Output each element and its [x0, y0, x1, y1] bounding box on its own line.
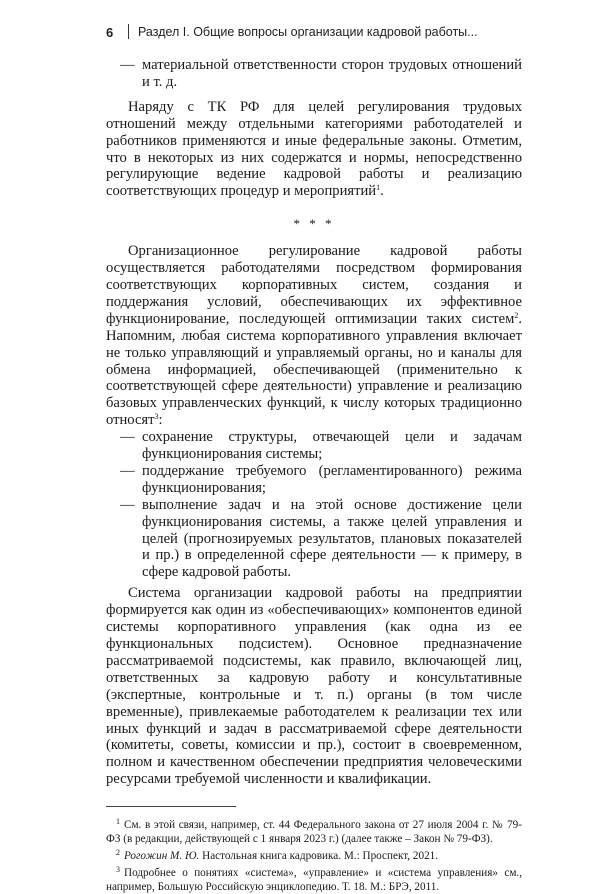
paragraph-text-a: Организационное регулирование кадровой работы осуществляется работодателями посредством формирования соответствующих корпоративных систем, создания и поддержания условий, обеспечивающих их эффективное функционирование, последующей оптимизации таких систем	[106, 243, 522, 327]
footnote-author: Рогожин М. Ю.	[124, 850, 200, 863]
paragraph-end: :	[158, 412, 163, 429]
functions-list	[106, 429, 522, 581]
dash-marker: —	[120, 496, 135, 513]
dash-marker: —	[120, 57, 135, 73]
paragraph-system	[106, 585, 522, 788]
footnote-ref-3: 3	[154, 412, 159, 422]
list-item-text: выполнение задач и на этой основе достижение цели функционирования системы, а также целей управления и целей (прогнозируемых результатов, плановых показателей и пр.) в определенной сфере деятельности — к примеру, в сфере кадровой работы.	[142, 496, 522, 581]
paragraph-text: Система организации кадровой работы на предприятии формируется как один из «обеспечивающих» компонентов единой системы корпоративного управления (как одна из ее функциональных подсистем). Основное предназначение рассматриваемой подсистемы, как правило, включающей лиц, ответственных за кадровую работу и консультативные (экспертные, контрольные и т. п.) органы (в том числе временные), привлекаемые работодателем к реализации тех или иных функций и задач в рассматриваемой сфере деятельности (комитеты, советы, комиссии и пр.), состоит в своевременном, полном и качественном обеспечении предприятия человеческими ресурсами требуемой численности и квалификации.	[106, 585, 522, 788]
dash-marker: —	[120, 462, 135, 479]
list-item-text: сохранение структуры, отвечающей цели и задачам функционирования системы;	[142, 429, 522, 463]
header-divider	[128, 24, 129, 39]
footnote-text: Подробнее о понятиях «система», «управление» и «система управления» см., например, Большую Российскую энциклопедию. Т. 18. М.: БРЭ, 2011.	[106, 867, 522, 894]
paragraph-end: .	[380, 183, 384, 200]
list-item	[106, 429, 522, 463]
footnote-text: См. в этой связи, например, ст. 44 Федерального закона от 27 июля 2004 г. № 79-ФЗ (в редакции, действующей с 1 января 2023 г.) (далее также – Закон № 79-ФЗ).	[106, 819, 522, 846]
section-separator: * * *	[293, 216, 335, 232]
footnote-mark: 3	[116, 865, 120, 875]
paragraph-text-b: . Напомним, любая система корпоративного управления включает не только управляющий и управляемый органы, но и каналы для обмена информацией, обеспечивающей (применительно к соответствующей сфере деятельности) управление и реализацию базовых управленческих функций, к числу которых традиционно относят	[106, 310, 522, 429]
list-item-text: поддержание требуемого (регламентированного) режима функционирования;	[142, 462, 522, 496]
paragraph-laws	[106, 99, 522, 200]
footnote-text: Настольная книга кадровика. М.: Проспект, 2021.	[202, 850, 439, 863]
page-number: 6	[106, 25, 114, 40]
footnote-2	[106, 846, 522, 863]
list-item-top	[106, 57, 522, 91]
footnotes	[106, 815, 522, 894]
footnote-ref-1: 1	[376, 183, 381, 193]
dash-marker: —	[120, 429, 135, 446]
footnote-mark: 1	[116, 817, 120, 827]
list-item	[106, 463, 522, 497]
list-item-text: материальной ответственности сторон трудовых отношений и т. д.	[142, 57, 522, 90]
paragraph-text: Наряду с ТК РФ для целей регулирования трудовых отношений между отдельными категориями работодателей и работников применяются и иные федеральные законы. Отметим, что в некоторых из них содержатся и нормы, непосредственно регулирующие ведение кадровой работы и реализацию соответствующих процедур и мероприятий	[106, 98, 522, 200]
footnote-mark: 2	[116, 848, 120, 858]
running-header	[106, 22, 526, 48]
footnote-rule	[106, 806, 236, 807]
paragraph-org-regulation	[106, 243, 522, 429]
main-text	[106, 57, 522, 894]
footnote-ref-2: 2	[514, 310, 519, 320]
footnote-1	[106, 815, 522, 846]
section-title: Раздел I. Общие вопросы организации кадровой работы...	[138, 25, 478, 39]
list-item	[106, 497, 522, 582]
footnote-3	[106, 863, 522, 894]
